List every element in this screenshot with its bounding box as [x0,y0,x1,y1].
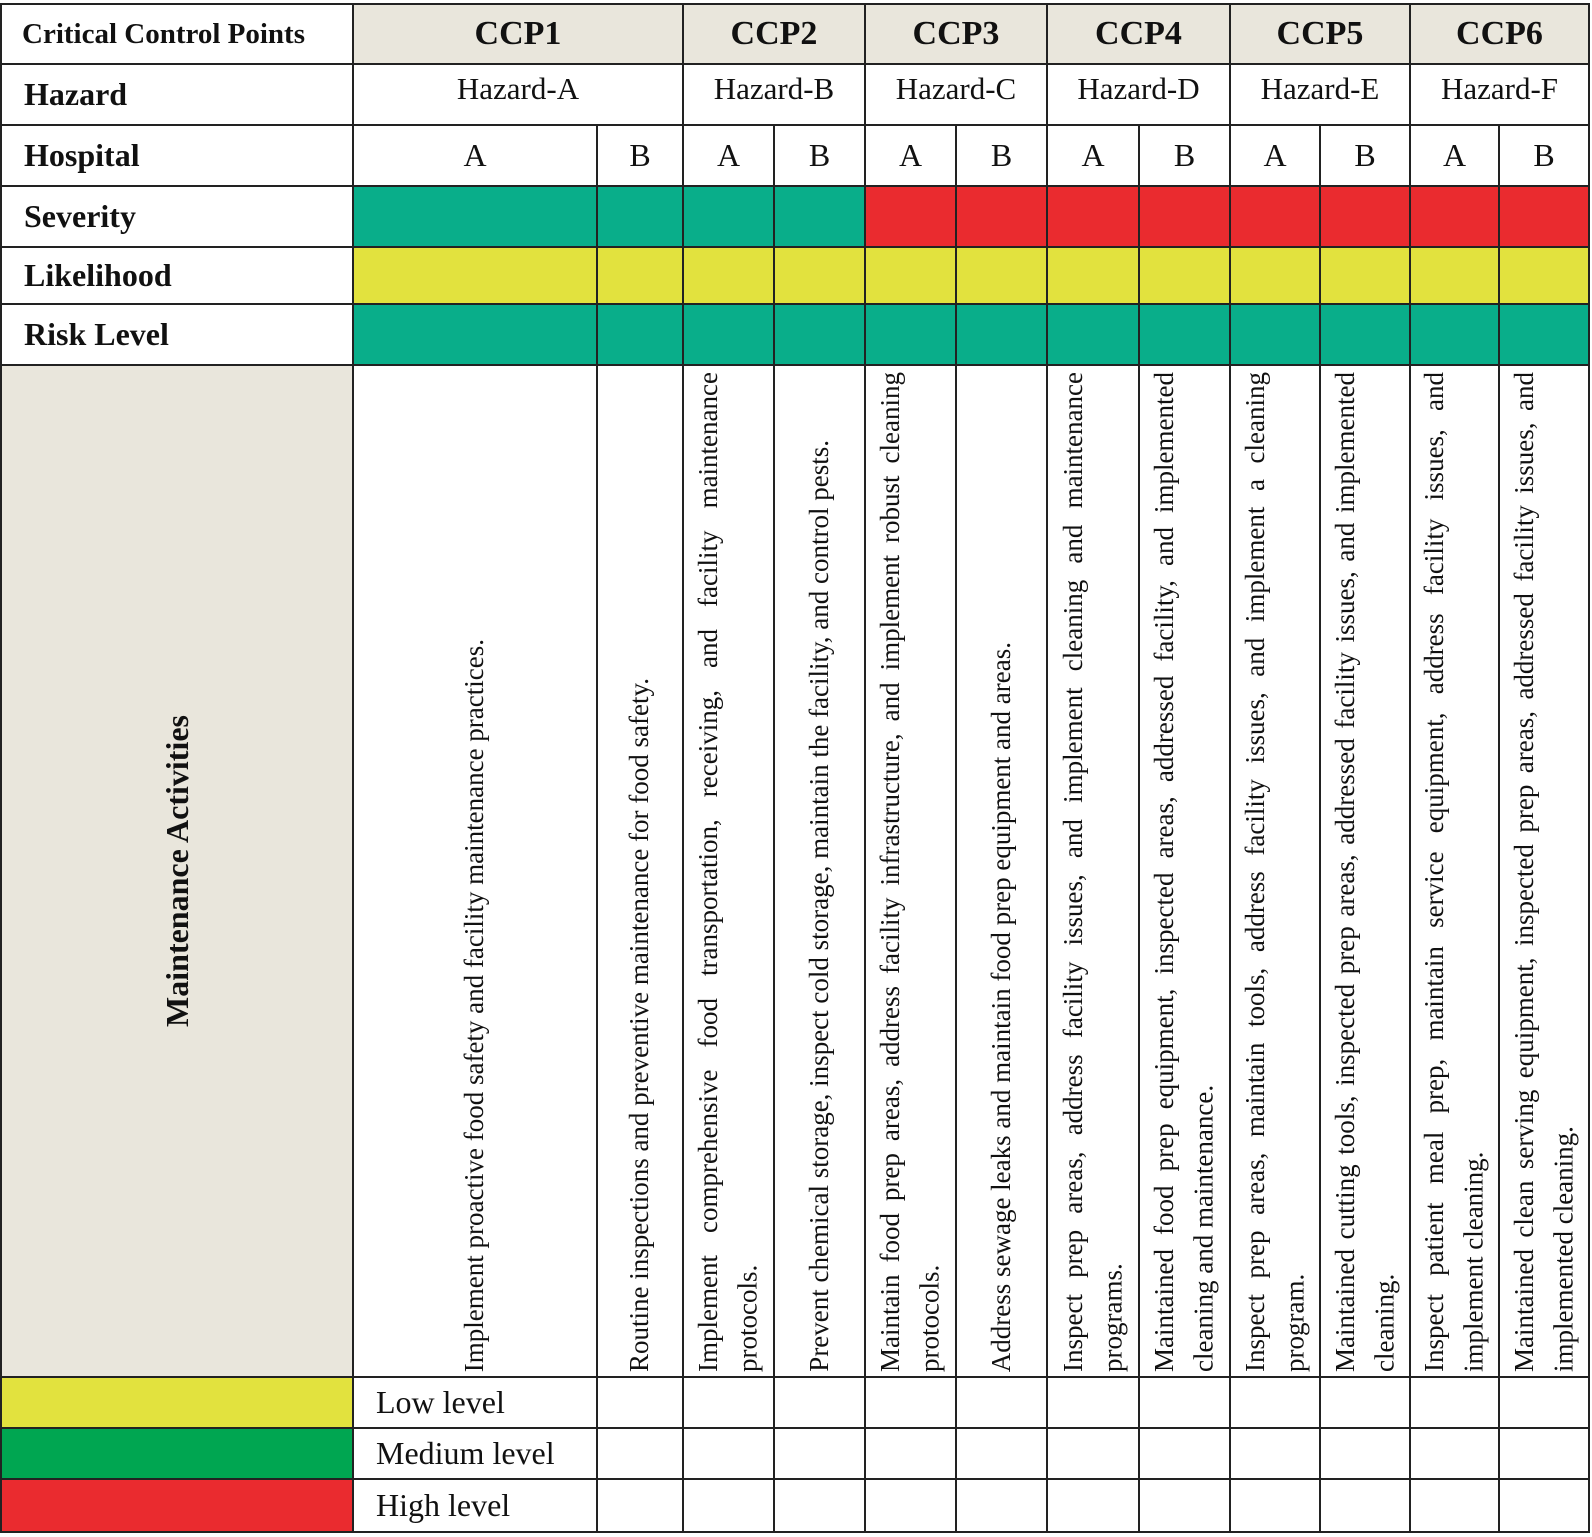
hospital-cell: A [1231,126,1321,187]
empty-cell [684,1378,775,1429]
likelihood-low-cell [1048,248,1140,305]
row-label-hazard: Hazard [0,65,354,126]
empty-cell [1321,1378,1411,1429]
activity-cell [1231,366,1321,1378]
ccp-header: CCP6 [1411,3,1590,65]
activity-cell [866,366,957,1378]
ccp-header: CCP4 [1048,3,1231,65]
severity-high-cell [1231,187,1321,248]
likelihood-low-cell [684,248,775,305]
legend-swatch-low [0,1378,354,1429]
empty-cell [1048,1429,1140,1480]
hospital-cell: B [1321,126,1411,187]
activity-cell [1411,366,1500,1378]
activity-text: Address sewage leaks and maintain food prep equipment and areas. [985,641,1016,1372]
legend-label-medium: Medium level [354,1429,598,1480]
severity-high-cell [866,187,957,248]
activity-cell [957,366,1048,1378]
empty-cell [1140,1480,1231,1533]
activity-cell [775,366,866,1378]
risk-medium-cell [1411,305,1500,366]
likelihood-low-cell [1140,248,1231,305]
activity-text: Implement comprehensive food transportation, receiving, and facility maintenance protocols. [693,372,763,1372]
activity-cell [1500,366,1590,1378]
row-label-likelihood: Likelihood [0,248,354,305]
ccp-header: CCP1 [354,3,684,65]
hazard-cell: Hazard-F [1411,65,1590,126]
severity-high-cell [1500,187,1590,248]
activity-text: Inspect patient meal prep, maintain service equipment, address facility issues, and implement cleaning. [1419,372,1489,1372]
empty-cell [1231,1480,1321,1533]
likelihood-low-cell [354,248,598,305]
risk-medium-cell [1321,305,1411,366]
empty-cell [598,1480,684,1533]
activity-text: Maintained clean serving equipment, inspected prep areas, addressed facility issues, and implemented cleaning. [1508,372,1578,1372]
likelihood-low-cell [957,248,1048,305]
risk-medium-cell [684,305,775,366]
empty-cell [957,1378,1048,1429]
empty-cell [1411,1480,1500,1533]
legend-swatch-medium [0,1429,354,1480]
ccp-header: CCP2 [684,3,866,65]
hospital-cell: A [354,126,598,187]
empty-cell [684,1429,775,1480]
likelihood-low-cell [866,248,957,305]
hospital-cell: B [598,126,684,187]
likelihood-low-cell [1321,248,1411,305]
severity-medium-cell [354,187,598,248]
ccp-header: CCP3 [866,3,1048,65]
empty-cell [866,1429,957,1480]
hazard-cell: Hazard-D [1048,65,1231,126]
severity-high-cell [957,187,1048,248]
activity-text: Maintained food prep equipment, inspected areas, addressed facility, and implemented cleaning and maintenance. [1149,372,1219,1372]
empty-cell [1500,1378,1590,1429]
activity-cell [354,366,598,1378]
activity-cell [598,366,684,1378]
empty-cell [775,1429,866,1480]
risk-medium-cell [1231,305,1321,366]
hazard-cell: Hazard-C [866,65,1048,126]
empty-cell [957,1429,1048,1480]
severity-medium-cell [684,187,775,248]
hospital-cell: B [1140,126,1231,187]
empty-cell [1231,1429,1321,1480]
hospital-cell: A [1048,126,1140,187]
activity-text: Maintained cutting tools, inspected prep areas, addressed facility issues, and implemented cleaning. [1329,372,1399,1372]
severity-high-cell [1411,187,1500,248]
empty-cell [1140,1429,1231,1480]
activity-cell [1321,366,1411,1378]
risk-medium-cell [957,305,1048,366]
empty-cell [1321,1480,1411,1533]
empty-cell [866,1480,957,1533]
risk-medium-cell [1500,305,1590,366]
severity-high-cell [1048,187,1140,248]
likelihood-low-cell [775,248,866,305]
empty-cell [1411,1429,1500,1480]
empty-cell [1140,1378,1231,1429]
activity-text: Maintain food prep areas, address facility infrastructure, and implement robust cleaning protocols. [875,372,945,1372]
maintenance-activities-label: Maintenance Activities [158,715,195,1027]
empty-cell [598,1429,684,1480]
risk-medium-cell [866,305,957,366]
hospital-cell: A [684,126,775,187]
hospital-cell: B [775,126,866,187]
activity-text: Routine inspections and preventive maintenance for food safety. [624,677,655,1372]
empty-cell [775,1480,866,1533]
hazard-cell: Hazard-B [684,65,866,126]
activity-cell [1140,366,1231,1378]
row-label-risk-level: Risk Level [0,305,354,366]
activity-cell [684,366,775,1378]
empty-cell [775,1378,866,1429]
severity-high-cell [1321,187,1411,248]
likelihood-low-cell [1500,248,1590,305]
risk-medium-cell [1048,305,1140,366]
legend-label-high: High level [354,1480,598,1533]
activity-text: Inspect prep areas, address facility issues, and implement cleaning and maintenance programs. [1057,372,1127,1372]
severity-medium-cell [598,187,684,248]
row-label-maintenance [0,366,354,1378]
activity-text: Prevent chemical storage, inspect cold storage, maintain the facility, and control pests. [803,440,834,1372]
activity-text: Implement proactive food safety and facility maintenance practices. [459,638,490,1372]
severity-high-cell [1140,187,1231,248]
risk-medium-cell [598,305,684,366]
ccp-header: CCP5 [1231,3,1411,65]
risk-medium-cell [1140,305,1231,366]
empty-cell [1411,1378,1500,1429]
risk-assessment-table [0,3,1592,1533]
activity-cell [1048,366,1140,1378]
empty-cell [866,1378,957,1429]
empty-cell [684,1480,775,1533]
activity-text: Inspect prep areas, maintain tools, address facility issues, and implement a cleaning program. [1239,372,1309,1372]
row-label-hospital: Hospital [0,126,354,187]
likelihood-low-cell [1231,248,1321,305]
likelihood-low-cell [598,248,684,305]
risk-medium-cell [354,305,598,366]
hazard-cell: Hazard-E [1231,65,1411,126]
hazard-cell: Hazard-A [354,65,684,126]
hospital-cell: A [1411,126,1500,187]
empty-cell [957,1480,1048,1533]
empty-cell [1321,1429,1411,1480]
empty-cell [1500,1480,1590,1533]
empty-cell [1048,1378,1140,1429]
likelihood-low-cell [1411,248,1500,305]
severity-medium-cell [775,187,866,248]
corner-label: Critical Control Points [0,3,354,65]
legend-label-low: Low level [354,1378,598,1429]
row-label-severity: Severity [0,187,354,248]
hospital-cell: A [866,126,957,187]
empty-cell [598,1378,684,1429]
legend-swatch-high [0,1480,354,1533]
risk-medium-cell [775,305,866,366]
empty-cell [1500,1429,1590,1480]
hospital-cell: B [1500,126,1590,187]
empty-cell [1048,1480,1140,1533]
hospital-cell: B [957,126,1048,187]
empty-cell [1231,1378,1321,1429]
